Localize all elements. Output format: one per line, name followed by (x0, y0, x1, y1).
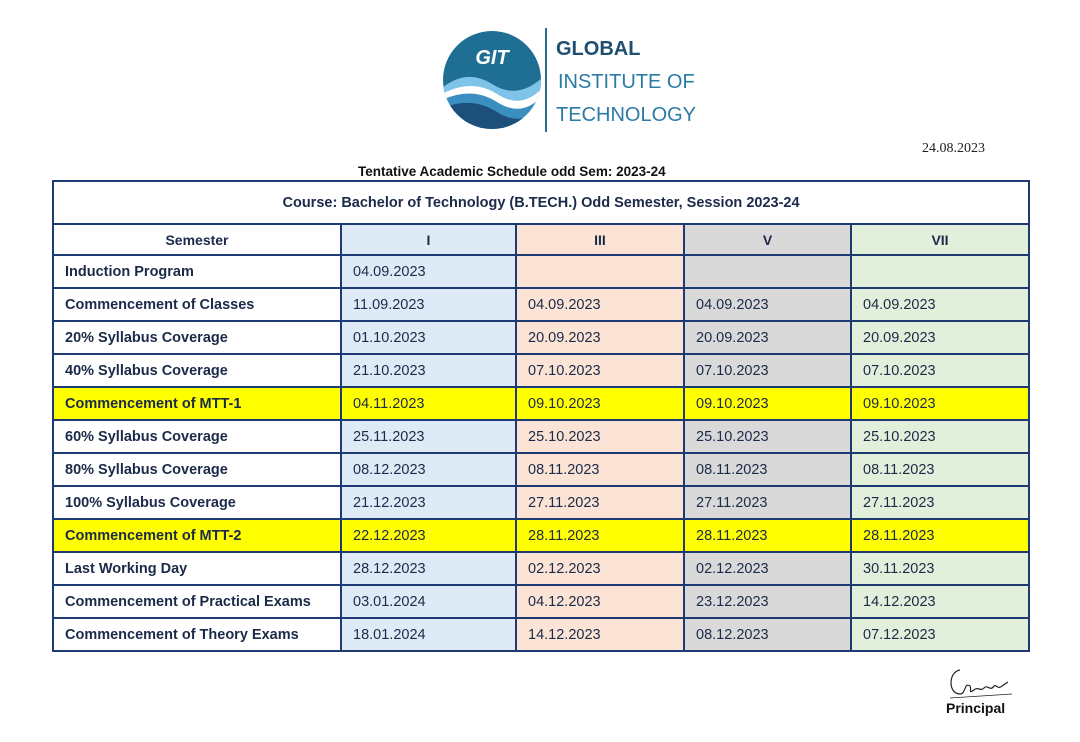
table-row (53, 453, 1029, 486)
date-cell: 04.09.2023 (341, 255, 516, 288)
date-cell: 28.11.2023 (684, 519, 851, 552)
date-cell: 23.12.2023 (684, 585, 851, 618)
date-cell: 02.12.2023 (516, 552, 684, 585)
table-row (53, 618, 1029, 651)
date-cell: 04.09.2023 (516, 288, 684, 321)
document-date: 24.08.2023 (922, 141, 985, 156)
date-cell: 18.01.2024 (341, 618, 516, 651)
table-row (53, 519, 1029, 552)
course-caption-row (53, 181, 1029, 224)
date-cell: 08.11.2023 (684, 453, 851, 486)
row-label: 20% Syllabus Coverage (53, 321, 341, 354)
date-cell: 21.10.2023 (341, 354, 516, 387)
date-cell: 28.11.2023 (516, 519, 684, 552)
date-cell: 30.11.2023 (851, 552, 1029, 585)
table-row (53, 486, 1029, 519)
logo-line-2: INSTITUTE OF (558, 71, 695, 93)
date-cell (516, 255, 684, 288)
date-cell: 01.10.2023 (341, 321, 516, 354)
date-cell: 25.10.2023 (516, 420, 684, 453)
date-cell: 04.09.2023 (851, 288, 1029, 321)
header-sem-vii: VII (851, 224, 1029, 255)
date-cell: 08.12.2023 (341, 453, 516, 486)
date-cell: 21.12.2023 (341, 486, 516, 519)
logo-line-3: TECHNOLOGY (556, 104, 697, 126)
row-label: 40% Syllabus Coverage (53, 354, 341, 387)
row-label: Induction Program (53, 255, 341, 288)
date-cell: 20.09.2023 (516, 321, 684, 354)
row-label: Commencement of MTT-2 (53, 519, 341, 552)
date-cell: 25.10.2023 (851, 420, 1029, 453)
date-cell: 28.11.2023 (851, 519, 1029, 552)
table-row (53, 420, 1029, 453)
table-row (53, 552, 1029, 585)
date-cell: 07.10.2023 (851, 354, 1029, 387)
date-cell: 08.11.2023 (851, 453, 1029, 486)
table-row (53, 387, 1029, 420)
date-cell: 25.11.2023 (341, 420, 516, 453)
date-cell: 07.10.2023 (684, 354, 851, 387)
date-cell: 07.12.2023 (851, 618, 1029, 651)
git-emblem-icon (442, 28, 542, 132)
date-cell: 04.09.2023 (684, 288, 851, 321)
date-cell: 14.12.2023 (851, 585, 1029, 618)
course-caption: Course: Bachelor of Technology (B.TECH.) Odd Semester, Session 2023-24 (53, 181, 1029, 224)
header-sem-i: I (341, 224, 516, 255)
logo-emblem-text: GIT (475, 47, 509, 69)
date-cell: 11.09.2023 (341, 288, 516, 321)
date-cell (684, 255, 851, 288)
date-cell (851, 255, 1029, 288)
logo-line-1: GLOBAL (556, 38, 641, 60)
date-cell: 14.12.2023 (516, 618, 684, 651)
row-label: Commencement of MTT-1 (53, 387, 341, 420)
date-cell: 07.10.2023 (516, 354, 684, 387)
table-row (53, 321, 1029, 354)
table-row (53, 585, 1029, 618)
signature-icon (946, 664, 1016, 700)
date-cell: 02.12.2023 (684, 552, 851, 585)
row-label: Commencement of Theory Exams (53, 618, 341, 651)
header-sem-iii: III (516, 224, 684, 255)
header-row (53, 224, 1029, 255)
row-label: Last Working Day (53, 552, 341, 585)
date-cell: 20.09.2023 (684, 321, 851, 354)
header-semester: Semester (53, 224, 341, 255)
page-title: Tentative Academic Schedule odd Sem: 2023-24 (358, 164, 666, 179)
date-cell: 28.12.2023 (341, 552, 516, 585)
date-cell: 09.10.2023 (851, 387, 1029, 420)
date-cell: 08.11.2023 (516, 453, 684, 486)
date-cell: 09.10.2023 (516, 387, 684, 420)
table-row (53, 255, 1029, 288)
date-cell: 27.11.2023 (851, 486, 1029, 519)
date-cell: 04.11.2023 (341, 387, 516, 420)
date-cell: 08.12.2023 (684, 618, 851, 651)
row-label: 100% Syllabus Coverage (53, 486, 341, 519)
row-label: Commencement of Practical Exams (53, 585, 341, 618)
principal-label: Principal (946, 700, 1006, 716)
row-label: 60% Syllabus Coverage (53, 420, 341, 453)
date-cell: 09.10.2023 (684, 387, 851, 420)
date-cell: 22.12.2023 (341, 519, 516, 552)
date-cell: 27.11.2023 (516, 486, 684, 519)
schedule-table (52, 180, 1030, 652)
row-label: Commencement of Classes (53, 288, 341, 321)
date-cell: 04.12.2023 (516, 585, 684, 618)
date-cell: 27.11.2023 (684, 486, 851, 519)
institute-logo (442, 28, 712, 134)
date-cell: 03.01.2024 (341, 585, 516, 618)
date-cell: 25.10.2023 (684, 420, 851, 453)
table-row (53, 288, 1029, 321)
header-sem-v: V (684, 224, 851, 255)
table-row (53, 354, 1029, 387)
row-label: 80% Syllabus Coverage (53, 453, 341, 486)
date-cell: 20.09.2023 (851, 321, 1029, 354)
logo-divider (545, 28, 547, 132)
